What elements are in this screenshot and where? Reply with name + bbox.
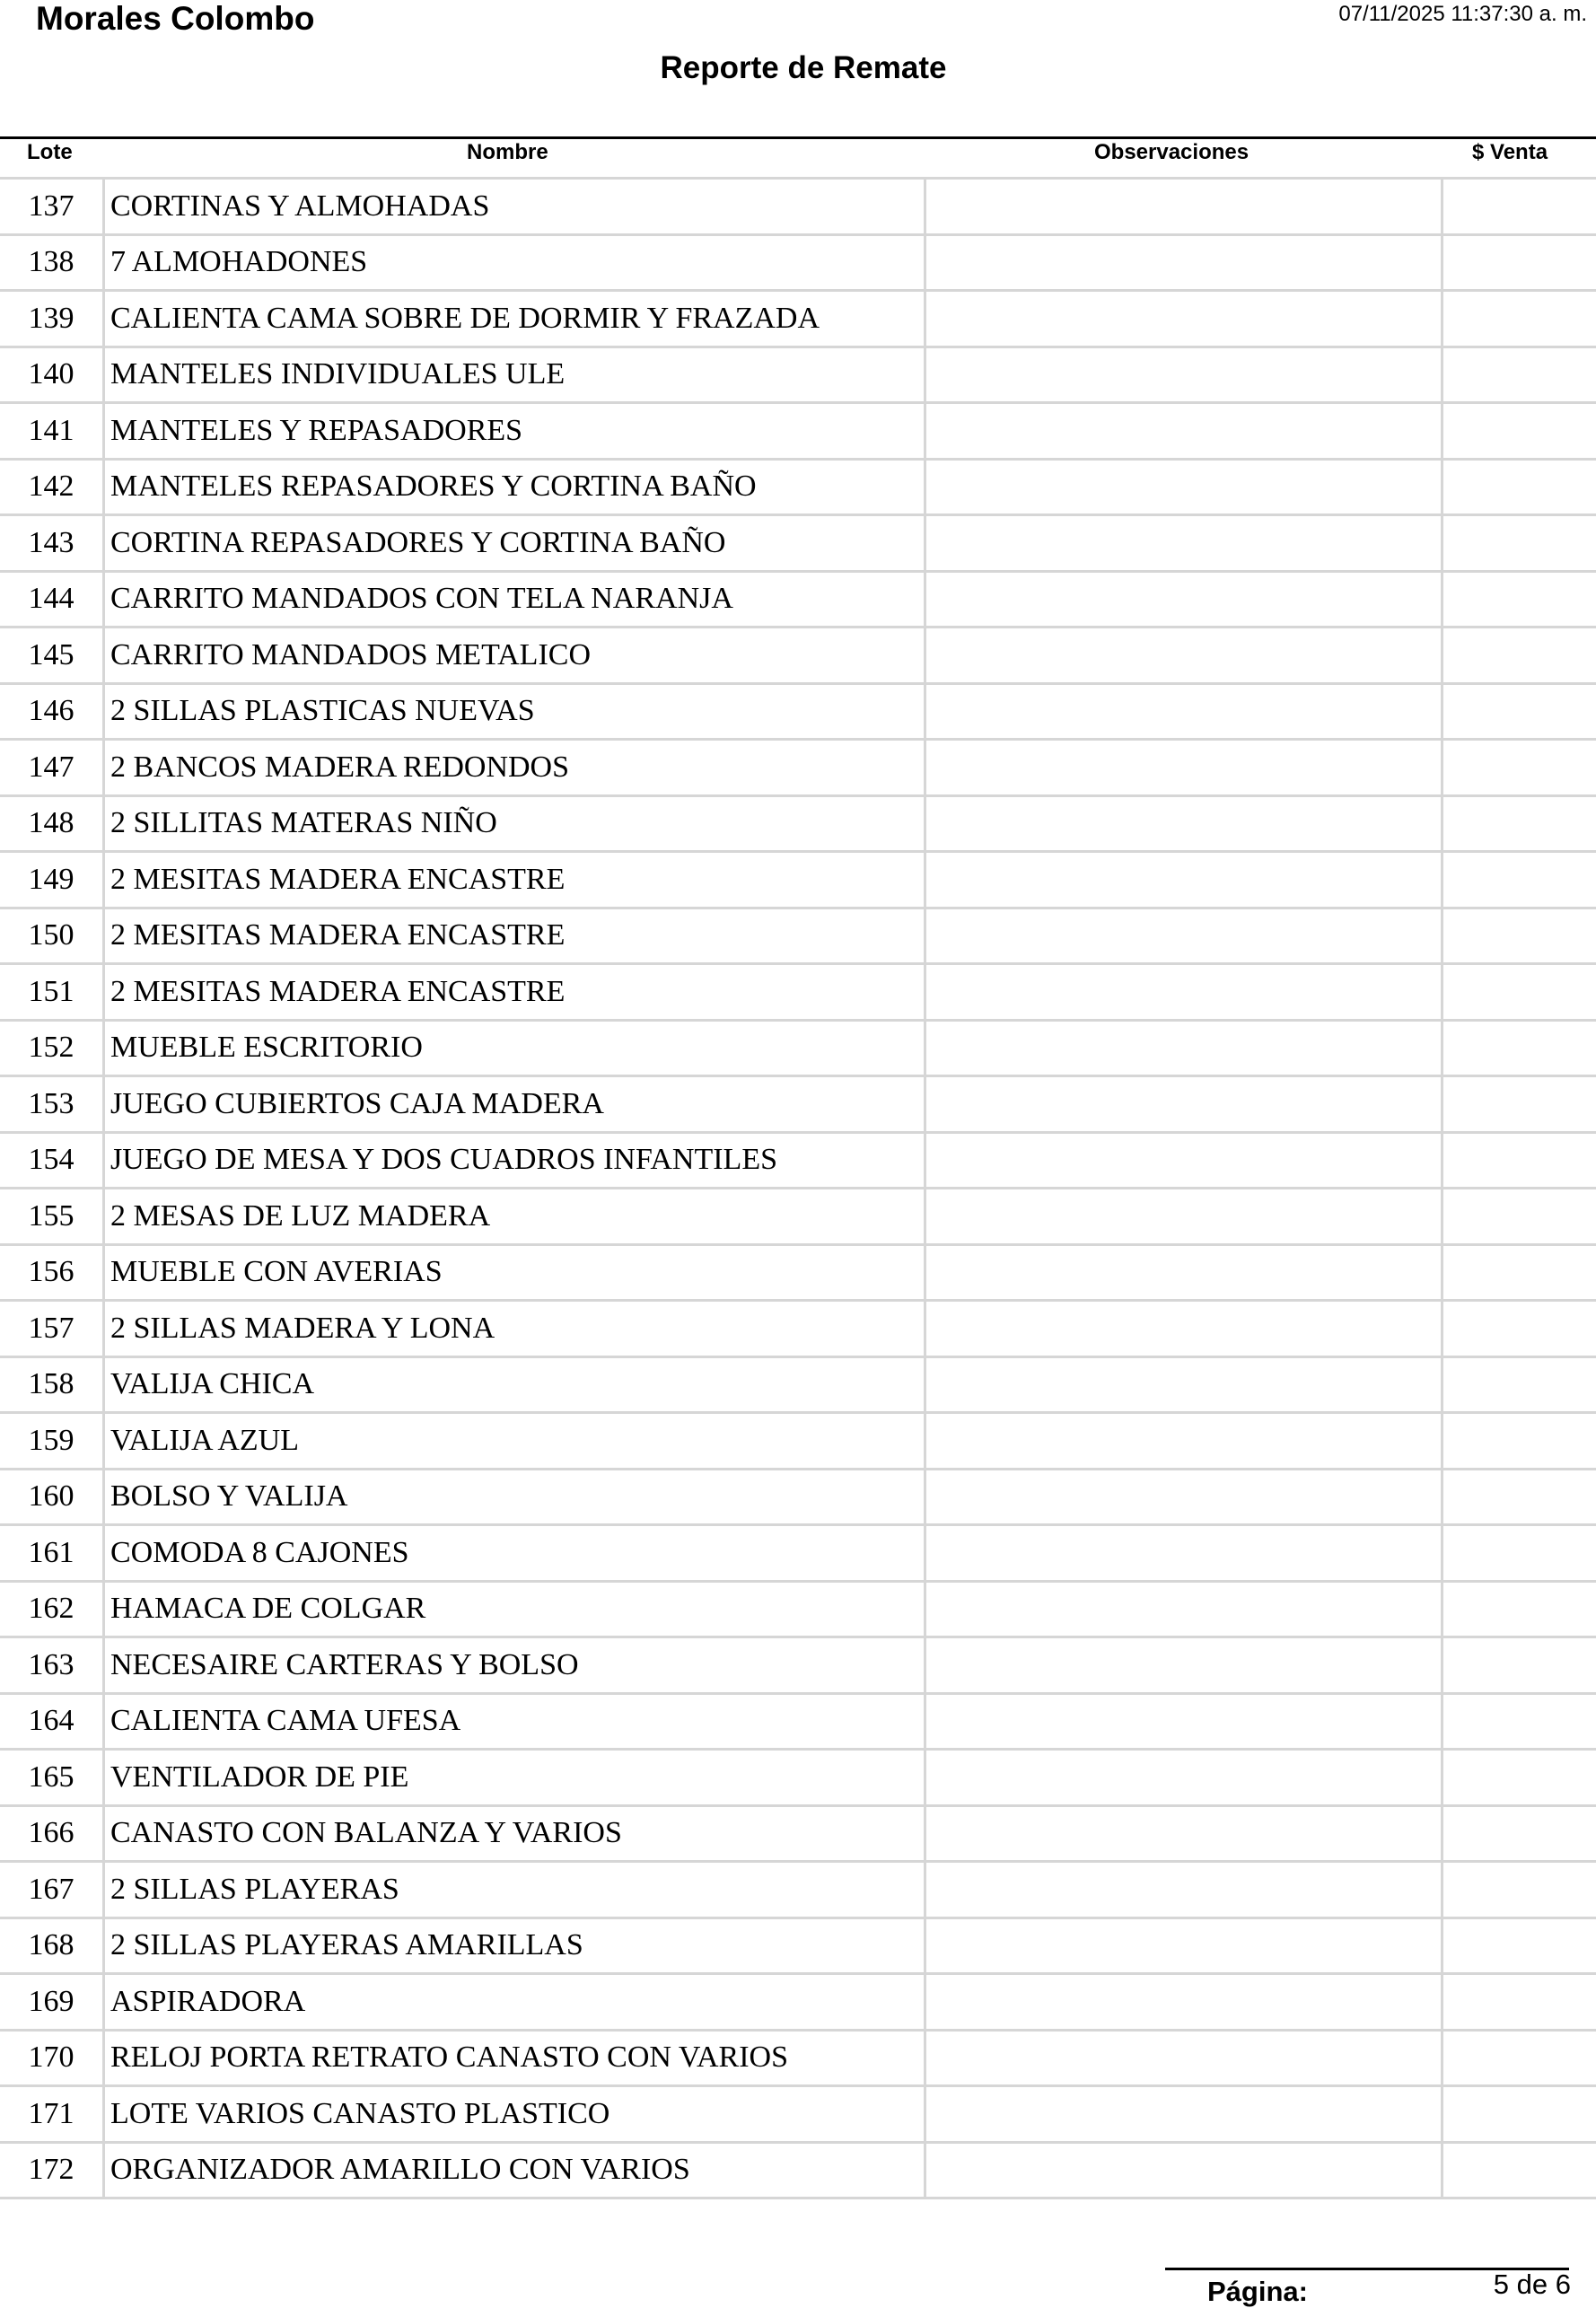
nombre-cell: CORTINA REPASADORES Y CORTINA BAÑO: [104, 515, 925, 572]
observaciones-cell: [925, 627, 1443, 684]
column-header-venta: $ Venta: [1472, 140, 1548, 165]
venta-cell: [1443, 347, 1596, 403]
venta-cell: [1443, 2086, 1596, 2143]
table-row: [0, 683, 1596, 740]
table-row: [0, 234, 1596, 291]
table-row: [0, 2030, 1596, 2086]
column-header-nombre: Nombre: [467, 140, 548, 165]
venta-cell: [1443, 179, 1596, 235]
nombre-cell: BOLSO Y VALIJA: [104, 1469, 925, 1525]
nombre-cell: 2 BANCOS MADERA REDONDOS: [104, 740, 925, 796]
observaciones-cell: [925, 1076, 1443, 1133]
table-row: [0, 459, 1596, 515]
observaciones-cell: [925, 1581, 1443, 1637]
lote-cell: 140: [0, 347, 104, 403]
observaciones-cell: [925, 908, 1443, 964]
nombre-cell: MANTELES REPASADORES Y CORTINA BAÑO: [104, 459, 925, 515]
observaciones-cell: [925, 1637, 1443, 1694]
nombre-cell: JUEGO CUBIERTOS CAJA MADERA: [104, 1076, 925, 1133]
observaciones-cell: [925, 1805, 1443, 1862]
nombre-cell: HAMACA DE COLGAR: [104, 1581, 925, 1637]
observaciones-cell: [925, 179, 1443, 235]
lote-cell: 153: [0, 1076, 104, 1133]
observaciones-cell: [925, 2086, 1443, 2143]
venta-cell: [1443, 795, 1596, 852]
column-header-lote: Lote: [27, 140, 73, 165]
report-timestamp: 07/11/2025 11:37:30 a. m.: [1338, 2, 1587, 27]
venta-cell: [1443, 1525, 1596, 1582]
table-row: [0, 1020, 1596, 1076]
venta-cell: [1443, 1469, 1596, 1525]
lote-cell: 157: [0, 1301, 104, 1357]
observaciones-cell: [925, 1413, 1443, 1470]
table-row: [0, 795, 1596, 852]
table-row: [0, 571, 1596, 627]
venta-cell: [1443, 908, 1596, 964]
lote-cell: 146: [0, 683, 104, 740]
venta-cell: [1443, 683, 1596, 740]
lote-cell: 147: [0, 740, 104, 796]
table-row: [0, 1244, 1596, 1301]
nombre-cell: COMODA 8 CAJONES: [104, 1525, 925, 1582]
table-row: [0, 2142, 1596, 2198]
venta-cell: [1443, 1862, 1596, 1918]
lote-cell: 139: [0, 291, 104, 347]
venta-cell: [1443, 571, 1596, 627]
table-row: [0, 1637, 1596, 1694]
nombre-cell: MANTELES Y REPASADORES: [104, 403, 925, 460]
table-row: [0, 515, 1596, 572]
nombre-cell: VENTILADOR DE PIE: [104, 1750, 925, 1806]
table-row: [0, 740, 1596, 796]
lote-cell: 159: [0, 1413, 104, 1470]
observaciones-cell: [925, 1917, 1443, 1974]
observaciones-cell: [925, 1189, 1443, 1245]
venta-cell: [1443, 515, 1596, 572]
observaciones-cell: [925, 1301, 1443, 1357]
table-row: [0, 1301, 1596, 1357]
observaciones-cell: [925, 403, 1443, 460]
nombre-cell: MUEBLE ESCRITORIO: [104, 1020, 925, 1076]
lote-cell: 137: [0, 179, 104, 235]
observaciones-cell: [925, 1020, 1443, 1076]
lote-cell: 155: [0, 1189, 104, 1245]
table-row: [0, 1917, 1596, 1974]
lote-cell: 149: [0, 852, 104, 908]
observaciones-cell: [925, 459, 1443, 515]
observaciones-cell: [925, 740, 1443, 796]
observaciones-cell: [925, 1974, 1443, 2031]
table-row: [0, 1693, 1596, 1750]
nombre-cell: MUEBLE CON AVERIAS: [104, 1244, 925, 1301]
venta-cell: [1443, 1637, 1596, 1694]
report-title: Reporte de Remate: [0, 50, 1596, 86]
table-row: [0, 347, 1596, 403]
table-row: [0, 1862, 1596, 1918]
nombre-cell: 2 SILLAS PLASTICAS NUEVAS: [104, 683, 925, 740]
venta-cell: [1443, 852, 1596, 908]
column-header-observaciones: Observaciones: [1094, 140, 1249, 165]
lote-cell: 166: [0, 1805, 104, 1862]
table-row: [0, 1356, 1596, 1413]
lote-cell: 172: [0, 2142, 104, 2198]
venta-cell: [1443, 1413, 1596, 1470]
lote-cell: 154: [0, 1132, 104, 1189]
table-row: [0, 403, 1596, 460]
observaciones-cell: [925, 795, 1443, 852]
observaciones-cell: [925, 1132, 1443, 1189]
observaciones-cell: [925, 234, 1443, 291]
lote-cell: 168: [0, 1917, 104, 1974]
lote-cell: 145: [0, 627, 104, 684]
table-row: [0, 1132, 1596, 1189]
lote-cell: 167: [0, 1862, 104, 1918]
lote-cell: 150: [0, 908, 104, 964]
venta-cell: [1443, 2030, 1596, 2086]
venta-cell: [1443, 1076, 1596, 1133]
nombre-cell: 2 SILLAS PLAYERAS: [104, 1862, 925, 1918]
table-row: [0, 908, 1596, 964]
lote-cell: 161: [0, 1525, 104, 1582]
lote-cell: 138: [0, 234, 104, 291]
table-row: [0, 1413, 1596, 1470]
lote-cell: 171: [0, 2086, 104, 2143]
nombre-cell: 2 SILLAS MADERA Y LONA: [104, 1301, 925, 1357]
observaciones-cell: [925, 1750, 1443, 1806]
nombre-cell: ORGANIZADOR AMARILLO CON VARIOS: [104, 2142, 925, 2198]
venta-cell: [1443, 291, 1596, 347]
lote-cell: 170: [0, 2030, 104, 2086]
nombre-cell: 2 MESAS DE LUZ MADERA: [104, 1189, 925, 1245]
nombre-cell: CANASTO CON BALANZA Y VARIOS: [104, 1805, 925, 1862]
observaciones-cell: [925, 347, 1443, 403]
venta-cell: [1443, 1189, 1596, 1245]
venta-cell: [1443, 1581, 1596, 1637]
venta-cell: [1443, 740, 1596, 796]
nombre-cell: MANTELES INDIVIDUALES ULE: [104, 347, 925, 403]
table-row: [0, 179, 1596, 235]
table-row: [0, 1805, 1596, 1862]
nombre-cell: 2 MESITAS MADERA ENCASTRE: [104, 964, 925, 1021]
nombre-cell: VALIJA AZUL: [104, 1413, 925, 1470]
lote-cell: 156: [0, 1244, 104, 1301]
observaciones-cell: [925, 1469, 1443, 1525]
venta-cell: [1443, 1301, 1596, 1357]
venta-cell: [1443, 1974, 1596, 2031]
venta-cell: [1443, 2142, 1596, 2198]
nombre-cell: ASPIRADORA: [104, 1974, 925, 2031]
venta-cell: [1443, 403, 1596, 460]
table-row: [0, 1189, 1596, 1245]
nombre-cell: VALIJA CHICA: [104, 1356, 925, 1413]
table-row: [0, 1076, 1596, 1133]
nombre-cell: CORTINAS Y ALMOHADAS: [104, 179, 925, 235]
observaciones-cell: [925, 1525, 1443, 1582]
table-row: [0, 1750, 1596, 1806]
table-row: [0, 852, 1596, 908]
lots-table: [0, 177, 1596, 2199]
table-row: [0, 291, 1596, 347]
company-name: Morales Colombo: [36, 0, 314, 38]
page-number: 5 de 6: [1494, 2269, 1571, 2301]
nombre-cell: 2 SILLITAS MATERAS NIÑO: [104, 795, 925, 852]
observaciones-cell: [925, 2142, 1443, 2198]
venta-cell: [1443, 1917, 1596, 1974]
table-row: [0, 1469, 1596, 1525]
lote-cell: 144: [0, 571, 104, 627]
table-row: [0, 627, 1596, 684]
venta-cell: [1443, 1356, 1596, 1413]
nombre-cell: 2 MESITAS MADERA ENCASTRE: [104, 908, 925, 964]
nombre-cell: CARRITO MANDADOS METALICO: [104, 627, 925, 684]
lote-cell: 160: [0, 1469, 104, 1525]
nombre-cell: CALIENTA CAMA UFESA: [104, 1693, 925, 1750]
lote-cell: 148: [0, 795, 104, 852]
venta-cell: [1443, 1132, 1596, 1189]
lote-cell: 163: [0, 1637, 104, 1694]
venta-cell: [1443, 1693, 1596, 1750]
nombre-cell: 2 MESITAS MADERA ENCASTRE: [104, 852, 925, 908]
nombre-cell: CALIENTA CAMA SOBRE DE DORMIR Y FRAZADA: [104, 291, 925, 347]
lote-cell: 158: [0, 1356, 104, 1413]
venta-cell: [1443, 234, 1596, 291]
table-row: [0, 964, 1596, 1021]
lote-cell: 143: [0, 515, 104, 572]
observaciones-cell: [925, 852, 1443, 908]
venta-cell: [1443, 627, 1596, 684]
table-row: [0, 2086, 1596, 2143]
venta-cell: [1443, 1020, 1596, 1076]
observaciones-cell: [925, 515, 1443, 572]
observaciones-cell: [925, 1693, 1443, 1750]
observaciones-cell: [925, 571, 1443, 627]
observaciones-cell: [925, 1356, 1443, 1413]
lote-cell: 164: [0, 1693, 104, 1750]
venta-cell: [1443, 1805, 1596, 1862]
venta-cell: [1443, 964, 1596, 1021]
venta-cell: [1443, 1750, 1596, 1806]
table-row: [0, 1974, 1596, 2031]
lote-cell: 162: [0, 1581, 104, 1637]
lote-cell: 141: [0, 403, 104, 460]
lote-cell: 165: [0, 1750, 104, 1806]
observaciones-cell: [925, 1244, 1443, 1301]
observaciones-cell: [925, 2030, 1443, 2086]
nombre-cell: JUEGO DE MESA Y DOS CUADROS INFANTILES: [104, 1132, 925, 1189]
table-row: [0, 1581, 1596, 1637]
observaciones-cell: [925, 291, 1443, 347]
nombre-cell: LOTE VARIOS CANASTO PLASTICO: [104, 2086, 925, 2143]
observaciones-cell: [925, 683, 1443, 740]
nombre-cell: 7 ALMOHADONES: [104, 234, 925, 291]
venta-cell: [1443, 459, 1596, 515]
table-row: [0, 1525, 1596, 1582]
nombre-cell: 2 SILLAS PLAYERAS AMARILLAS: [104, 1917, 925, 1974]
lote-cell: 152: [0, 1020, 104, 1076]
lote-cell: 142: [0, 459, 104, 515]
nombre-cell: NECESAIRE CARTERAS Y BOLSO: [104, 1637, 925, 1694]
nombre-cell: RELOJ PORTA RETRATO CANASTO CON VARIOS: [104, 2030, 925, 2086]
observaciones-cell: [925, 964, 1443, 1021]
lote-cell: 169: [0, 1974, 104, 2031]
lots-table-body: [0, 179, 1596, 2198]
nombre-cell: CARRITO MANDADOS CON TELA NARANJA: [104, 571, 925, 627]
observaciones-cell: [925, 1862, 1443, 1918]
page-label: Página:: [1207, 2276, 1308, 2308]
header-divider: [0, 136, 1596, 139]
venta-cell: [1443, 1244, 1596, 1301]
lote-cell: 151: [0, 964, 104, 1021]
